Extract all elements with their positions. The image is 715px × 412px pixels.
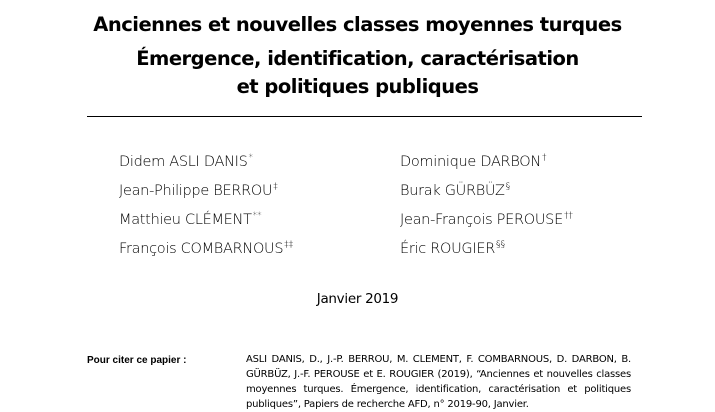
author-mark: * xyxy=(248,153,253,163)
author-left-2 xyxy=(119,177,278,201)
title-rule xyxy=(87,116,642,117)
author-left-4 xyxy=(119,235,293,259)
author-name: Éric ROUGIER xyxy=(400,241,495,257)
citation-text: ASLI DANIS, D., J.-P. BERROU, M. CLEMENT, F. COMBARNOUS, D. DARBON, B. GÜRBÜZ, J.-F. PEROUSE et E. ROUGIER (2019), “Anciennes et nouvelles classes moyennes turques. Émergence, identification, caractérisation et politiques publiques”, Papiers de recherche AFD, n° 2019-90, Janvier. xyxy=(246,354,631,410)
publication-date: Janvier 2019 xyxy=(316,291,399,307)
title-line-1: Anciennes et nouvelles classes moyennes turques xyxy=(93,13,622,36)
author-mark: ‡ xyxy=(273,182,278,192)
author-left-3 xyxy=(119,206,262,230)
title-line-3: et politiques publiques xyxy=(236,75,479,98)
author-right-3 xyxy=(400,206,573,230)
author-name: Jean-François PEROUSE xyxy=(400,212,563,228)
author-name: Didem ASLI DANIS xyxy=(119,154,248,170)
author-mark: ** xyxy=(252,211,262,221)
author-left-1 xyxy=(119,148,253,172)
author-mark: §§ xyxy=(495,240,505,250)
author-right-4 xyxy=(400,235,505,259)
author-name: François COMBARNOUS xyxy=(119,241,284,257)
author-name: Dominique DARBON xyxy=(400,154,541,170)
author-name: Burak GÜRBÜZ xyxy=(400,183,505,199)
author-mark: † xyxy=(541,153,547,163)
author-mark: § xyxy=(505,182,511,192)
author-right-2 xyxy=(400,177,510,201)
title-line-2: Émergence, identification, caractérisation xyxy=(136,47,579,70)
citation-label: Pour citer ce papier : xyxy=(87,355,187,366)
author-name: Jean-Philippe BERROU xyxy=(119,183,273,199)
author-mark: ‡‡ xyxy=(284,240,294,250)
author-name: Matthieu CLÉMENT xyxy=(119,212,252,228)
author-mark: †† xyxy=(563,211,573,221)
author-right-1 xyxy=(400,148,546,172)
